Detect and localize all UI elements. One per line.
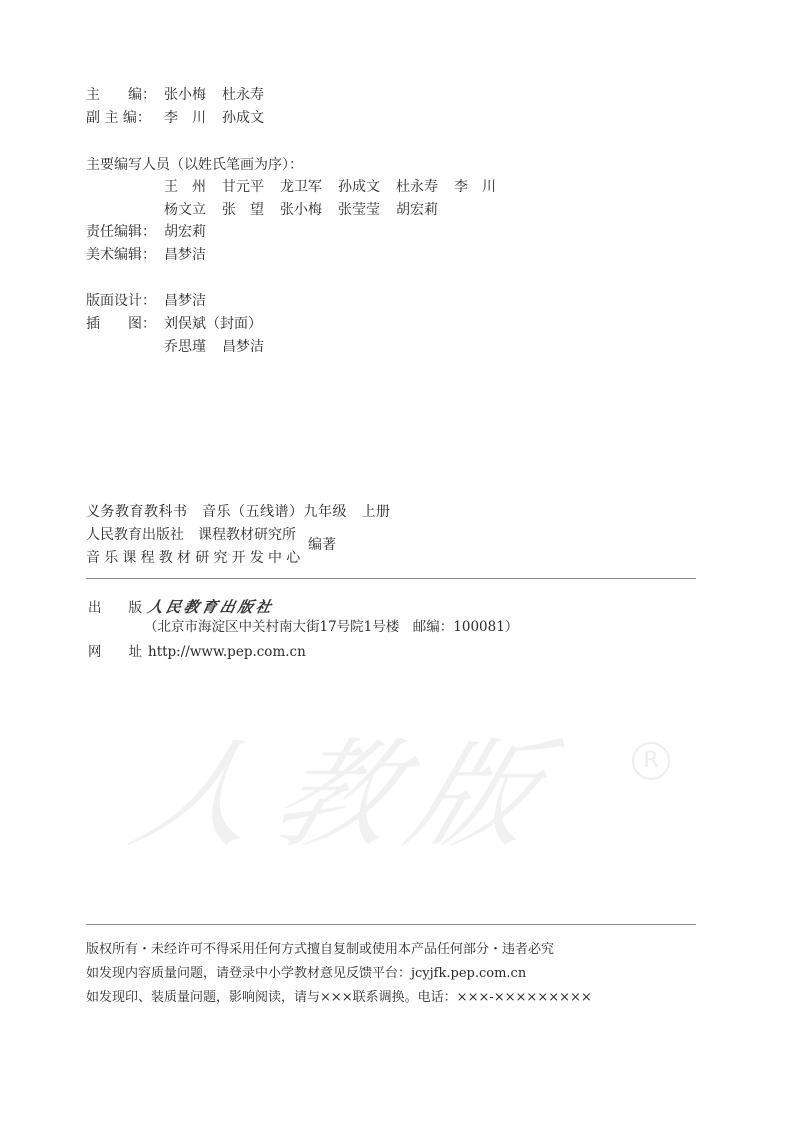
chief-editor-line	[86, 84, 280, 106]
compiler-line-1: 人民教育出版社 课程教材研究所	[86, 527, 296, 543]
compilers-block	[86, 524, 304, 570]
deputy-editor-label: 副 主 编：	[86, 110, 151, 126]
deputy-editor-name: 李 川	[164, 110, 206, 126]
print-issue-notice: 如发现印、装质量问题，影响阅读，请与×××联系调换。电话：×××-×××××××××	[86, 990, 592, 1005]
chief-editor-label: 主 编：	[86, 87, 156, 103]
website-line	[88, 640, 306, 660]
illustrator-name: 昌梦洁	[222, 339, 264, 355]
illustrator-name: 乔思瑾	[164, 339, 206, 355]
divider-bottom	[86, 924, 696, 925]
layout-designer-name: 昌梦洁	[164, 293, 206, 309]
publisher-logo: 人民教育出版社	[145, 598, 276, 616]
publish-label: 出 版	[88, 600, 142, 616]
publisher-address: （北京市海淀区中关村南大街17号院1号楼 邮编：100081）	[144, 619, 519, 635]
watermark: 人教版	[117, 726, 577, 864]
feedback-notice: 如发现内容质量问题，请登录中小学教材意见反馈平台：jcyjfk.pep.com.cn	[86, 966, 527, 981]
writer-name: 胡宏莉	[396, 202, 438, 218]
illustrator-cover: 刘俣斌（封面）	[164, 316, 262, 332]
chief-editor-name: 杜永寿	[222, 87, 264, 103]
writer-name: 杨文立	[164, 202, 206, 218]
chief-editor-name: 张小梅	[164, 87, 206, 103]
registered-mark-icon: R	[632, 742, 670, 780]
main-writers-row	[164, 176, 512, 198]
responsible-editor-label: 责任编辑：	[86, 224, 156, 240]
website-label: 网 址	[88, 644, 142, 660]
writer-name: 甘元平	[222, 179, 264, 195]
copyright-notice: 版权所有・未经许可不得采用任何方式擅自复制或使用本产品任何部分・违者必究	[86, 942, 555, 957]
art-editor-label: 美术编辑：	[86, 247, 156, 263]
writer-name: 杜永寿	[396, 179, 438, 195]
illustration-label: 插 图：	[86, 316, 156, 332]
writer-name: 王 州	[164, 179, 206, 195]
responsible-editor-line	[86, 221, 206, 243]
writer-name: 孙成文	[338, 179, 380, 195]
compiler-line-2: 音乐课程教材研究开发中心	[86, 550, 305, 566]
deputy-editor-line	[86, 107, 280, 129]
writer-name: 张莹莹	[338, 202, 380, 218]
deputy-editor-name: 孙成文	[222, 110, 264, 126]
book-title: 义务教育教科书 音乐（五线谱）九年级 上册	[86, 504, 391, 520]
publisher-line	[88, 596, 274, 617]
illustration-line-2	[164, 336, 280, 358]
layout-design-line	[86, 290, 206, 312]
main-writers-label: 主要编写人员（以姓氏笔画为序）：	[86, 157, 303, 173]
writer-name: 张 望	[222, 202, 264, 218]
responsible-editor-name: 胡宏莉	[164, 224, 206, 240]
compiled-by-label: 编著	[308, 537, 336, 553]
art-editor-line	[86, 244, 206, 266]
writer-name: 张小梅	[280, 202, 322, 218]
writer-name: 李 川	[454, 179, 496, 195]
illustration-line	[86, 313, 262, 335]
layout-design-label: 版面设计：	[86, 293, 156, 309]
main-writers-row	[164, 199, 454, 221]
writer-name: 龙卫军	[280, 179, 322, 195]
art-editor-name: 昌梦洁	[164, 247, 206, 263]
website-link[interactable]: http://www.pep.com.cn	[148, 644, 306, 660]
divider-top	[86, 578, 696, 579]
